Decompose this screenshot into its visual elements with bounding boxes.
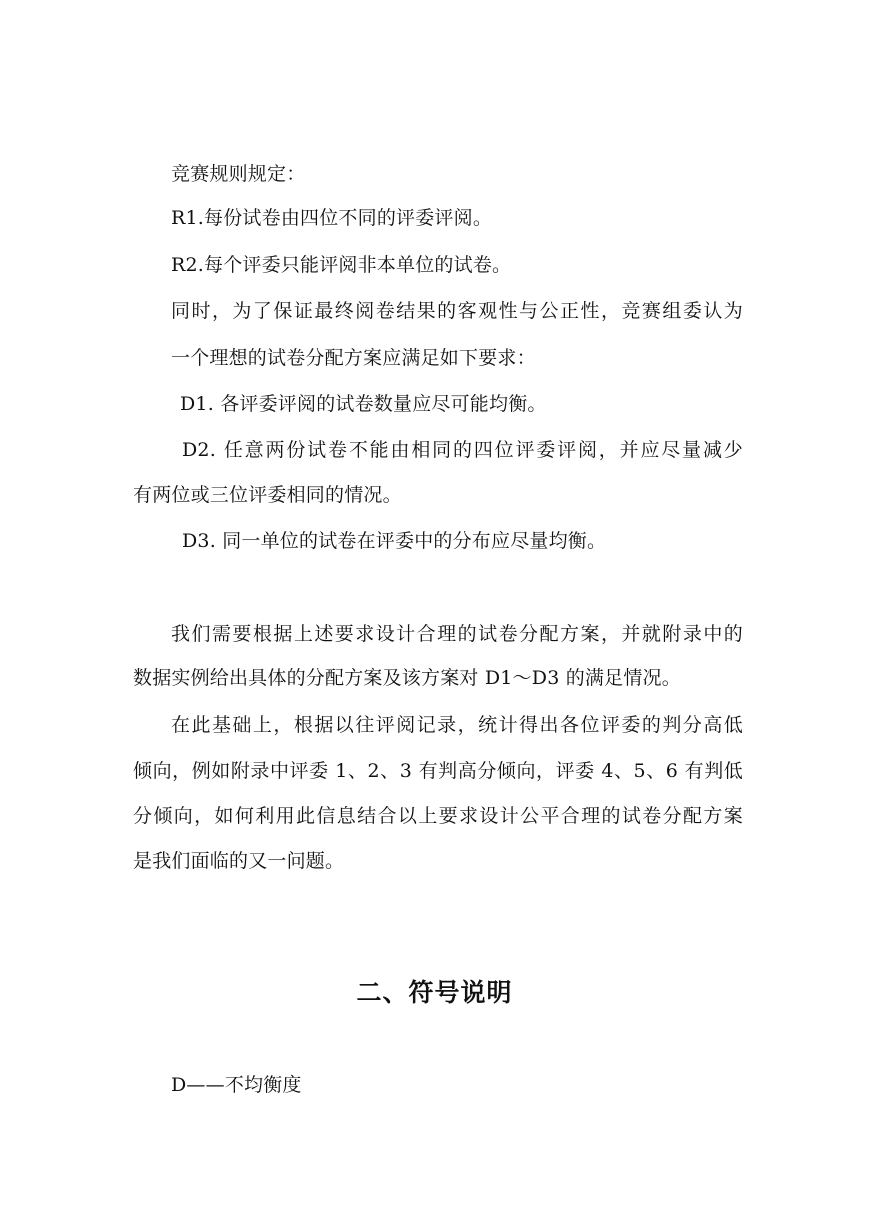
paragraph-goal-line-1: 同时，为了保证最终阅卷结果的客观性与公正性，竞赛组委认为: [171, 300, 743, 322]
requirement-d2-line-1: D2. 任意两份试卷不能由相同的四位评委评阅，并应尽量减少: [182, 439, 743, 461]
paragraph-bias-line-3: 分倾向，如何利用此信息结合以上要求设计公平合理的试卷分配方案: [133, 805, 743, 827]
paragraph-bias-line-4: 是我们面临的又一问题。: [133, 850, 345, 872]
paragraph-task-line-1: 我们需要根据上述要求设计合理的试卷分配方案，并就附录中的: [171, 623, 743, 645]
paragraph-task-line-2: 数据实例给出具体的分配方案及该方案对 D1～D3 的满足情况。: [133, 667, 681, 689]
section-heading: 二、符号说明: [356, 978, 513, 1007]
rule-r2: R2.每个评委只能评阅非本单位的试卷。: [171, 254, 512, 276]
paragraph-bias-line-1: 在此基础上，根据以往评阅记录，统计得出各位评委的判分高低: [171, 714, 743, 736]
rules-intro: 竞赛规则规定：: [171, 163, 306, 185]
paragraph-bias-line-2: 倾向，例如附录中评委 1、2、3 有判高分倾向，评委 4、5、6 有判低: [133, 760, 743, 782]
paragraph-goal-line-2: 一个理想的试卷分配方案应满足如下要求：: [171, 347, 536, 369]
rule-r1: R1.每份试卷由四位不同的评委评阅。: [171, 207, 493, 229]
symbol-definition-d: D——不均衡度: [171, 1074, 302, 1096]
requirement-d3: D3. 同一单位的试卷在评委中的分布应尽量均衡。: [182, 530, 607, 552]
requirement-d1: D1. 各评委评阅的试卷数量应尽可能均衡。: [180, 393, 547, 415]
requirement-d2-line-2: 有两位或三位评委相同的情况。: [133, 484, 402, 506]
